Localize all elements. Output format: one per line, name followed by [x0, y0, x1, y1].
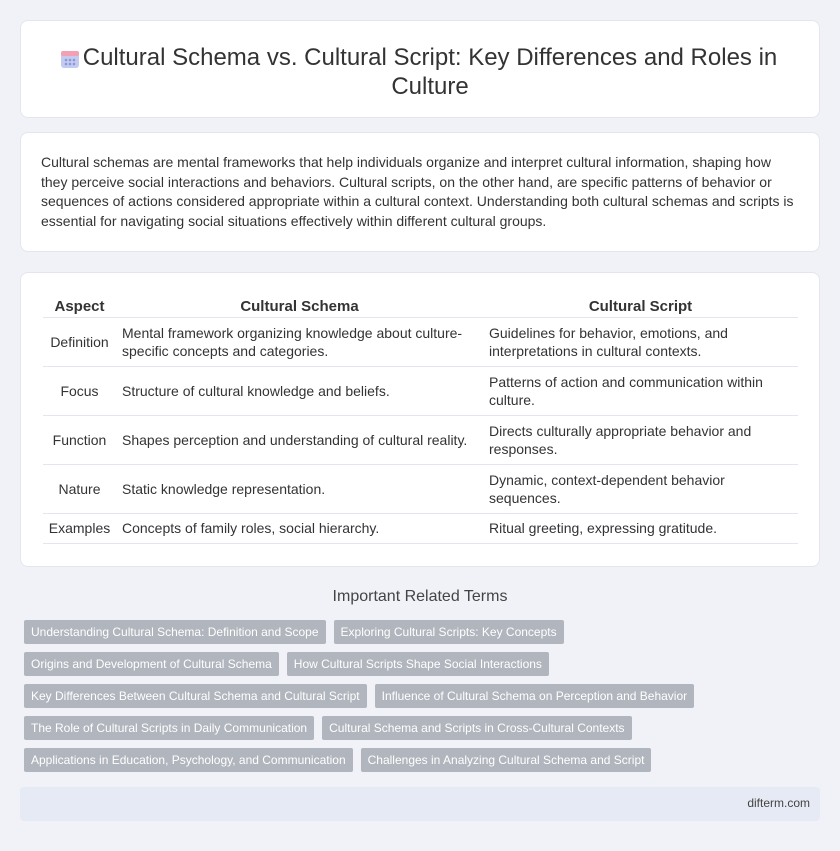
- related-term-tag[interactable]: Exploring Cultural Scripts: Key Concepts: [334, 620, 564, 644]
- related-term-tag[interactable]: Challenges in Analyzing Cultural Schema and Script: [361, 748, 652, 772]
- intro-paragraph: Cultural schemas are mental frameworks that help individuals organize and interpret cultural information, shaping how they perceive social interactions and behaviors. Cultural scripts, on the other hand, are specific patterns of behavior or sequences of actions considered appropriate within a cultural context. Understanding both cultural schemas and scripts is essential for navigating social situations effectively within different cultural groups.: [41, 154, 794, 229]
- related-term-tag[interactable]: Influence of Cultural Schema on Perception and Behavior: [375, 684, 695, 708]
- tag-row: [24, 620, 824, 644]
- aspect-cell: Focus: [43, 366, 116, 415]
- page-title: Cultural Schema vs. Cultural Script: Key Differences and Roles in Culture: [82, 44, 778, 100]
- column-header-aspect: Aspect: [43, 295, 116, 317]
- comparison-table: [43, 295, 798, 544]
- tag-row: [24, 716, 824, 740]
- comparison-table-card: [20, 272, 820, 567]
- script-cell: Patterns of action and communication within culture.: [483, 366, 798, 415]
- aspect-cell: Definition: [43, 317, 116, 366]
- script-cell: Dynamic, context-dependent behavior sequences.: [483, 464, 798, 513]
- script-cell: Ritual greeting, expressing gratitude.: [483, 513, 798, 543]
- script-cell: Guidelines for behavior, emotions, and interpretations in cultural contexts.: [483, 317, 798, 366]
- tag-row: [24, 652, 824, 676]
- column-header-script: Cultural Script: [483, 295, 798, 317]
- aspect-cell: Nature: [43, 464, 116, 513]
- related-term-tag[interactable]: Origins and Development of Cultural Schema: [24, 652, 279, 676]
- table-row: [43, 366, 798, 415]
- schema-cell: Concepts of family roles, social hierarchy.: [116, 513, 483, 543]
- script-cell: Directs culturally appropriate behavior and responses.: [483, 415, 798, 464]
- related-term-tag[interactable]: The Role of Cultural Scripts in Daily Communication: [24, 716, 314, 740]
- tag-row: [24, 748, 824, 772]
- related-term-tag[interactable]: Key Differences Between Cultural Schema and Cultural Script: [24, 684, 367, 708]
- schema-cell: Shapes perception and understanding of cultural reality.: [116, 415, 483, 464]
- aspect-cell: Function: [43, 415, 116, 464]
- table-header-row: [43, 295, 798, 317]
- related-term-tag[interactable]: Cultural Schema and Scripts in Cross-Cultural Contexts: [322, 716, 631, 740]
- related-term-tag[interactable]: How Cultural Scripts Shape Social Interactions: [287, 652, 549, 676]
- intro-card: [20, 132, 820, 252]
- table-row: [43, 464, 798, 513]
- column-header-schema: Cultural Schema: [116, 295, 483, 317]
- related-term-tag[interactable]: Understanding Cultural Schema: Definition and Scope: [24, 620, 326, 644]
- table-row: [43, 317, 798, 366]
- footer-site-link[interactable]: difterm.com: [747, 796, 810, 810]
- tag-row: [24, 684, 824, 708]
- schema-cell: Static knowledge representation.: [116, 464, 483, 513]
- schema-cell: Mental framework organizing knowledge about culture-specific concepts and categories.: [116, 317, 483, 366]
- table-row: [43, 415, 798, 464]
- aspect-cell: Examples: [43, 513, 116, 543]
- table-row: [43, 513, 798, 543]
- footer: [20, 787, 820, 821]
- schema-cell: Structure of cultural knowledge and beliefs.: [116, 366, 483, 415]
- related-terms-title: Important Related Terms: [332, 588, 508, 605]
- related-term-tag[interactable]: Applications in Education, Psychology, and Communication: [24, 748, 353, 772]
- title-card: [20, 20, 820, 118]
- related-terms-list: [24, 620, 824, 780]
